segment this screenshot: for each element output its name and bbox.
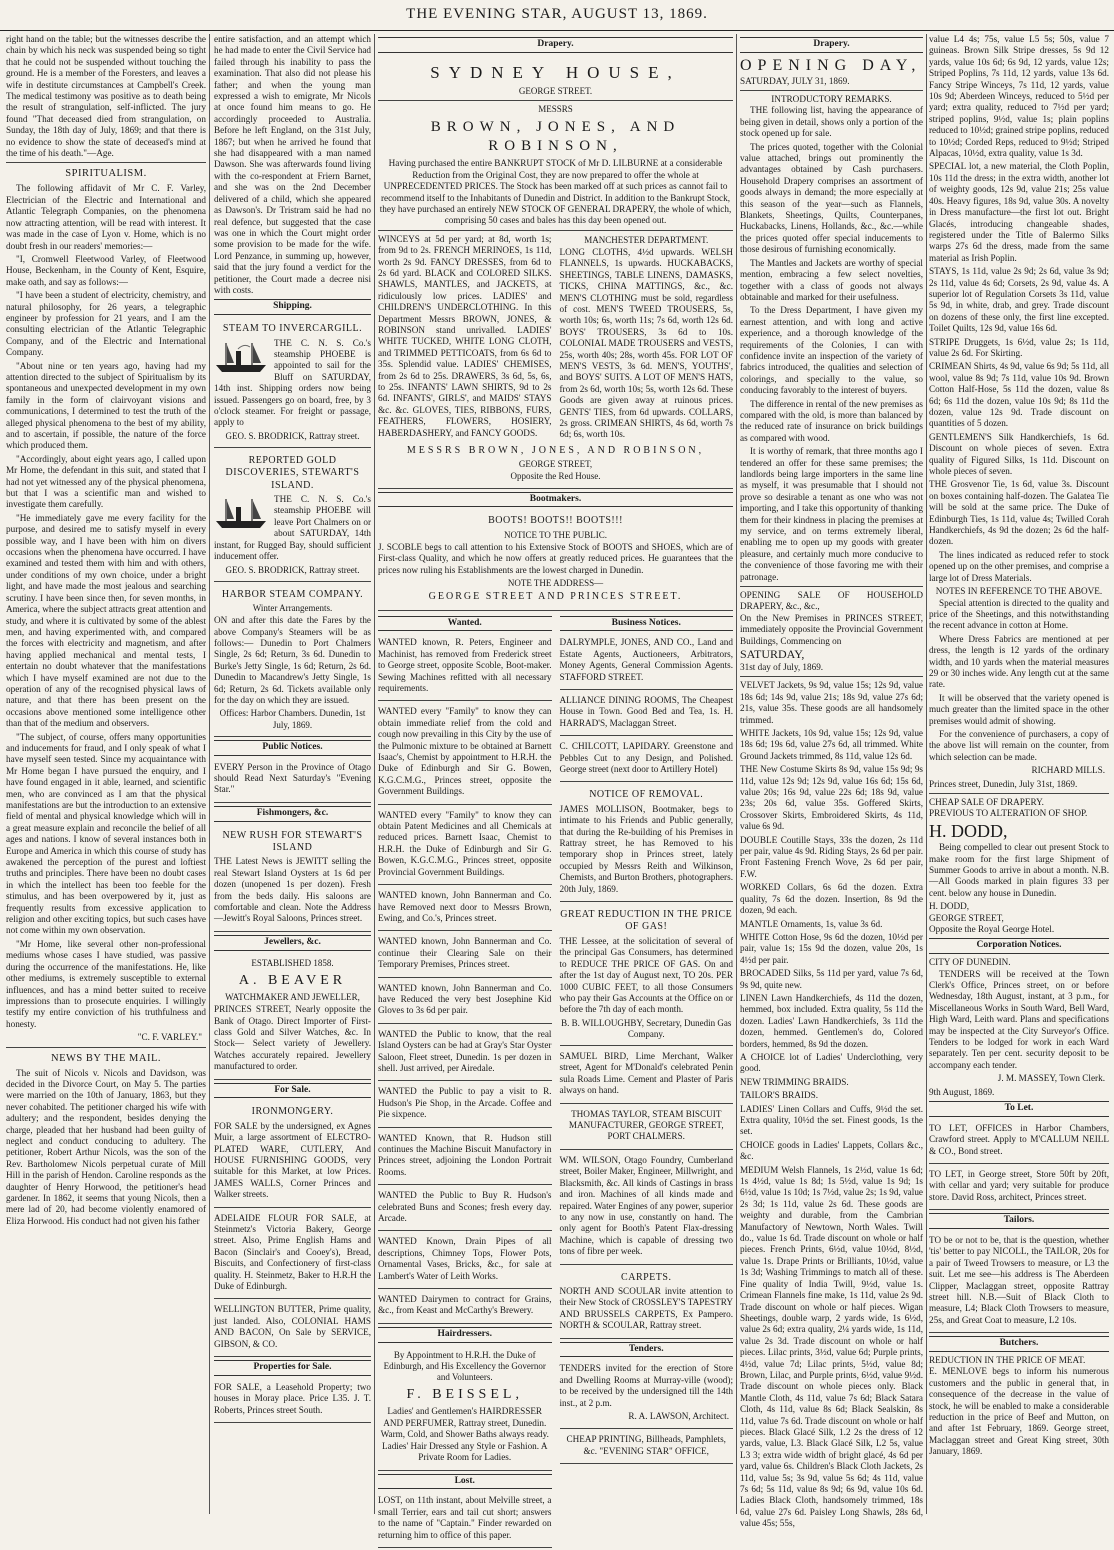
ad-intro: Having purchased the entire BANKRUPT STOCK of Mr D. LILBURNE at a considerable Reduction from the Original Cost, they are now prepared to offer the whole at UNPRECEDENTED PRICES. The Stock has been marked off at such prices as cannot fail to recommend itself to the Inhabitants of Dunedin and District. In addition to the Bankrupt Stock, they have purchased an entirely NEW STOCK OF GENERAL DRAPERY, the whole of which, comprising 50 cases and bales has this day been opened out. bbox=[379, 158, 732, 226]
ad-body: EVERY Person in the Province of Otago should Read Next Saturday's "Evening Star." bbox=[214, 761, 371, 795]
ad-body: WANTED known, R. Peters, Engineer and Machinist, has removed from Frederick street to George street, opposite Scoble, Boot-maker. Sewing Machines refitted with all necessary requirements. bbox=[378, 637, 552, 694]
ad-title: STEAM TO INVERCARGILL. bbox=[222, 323, 363, 335]
price-item: STRIPE Druggets, 1s 6½d, value 2s; 1s 11d, value 2s 6d. For Skirting. bbox=[929, 336, 1109, 358]
ad-headline: OPENING DAY, bbox=[740, 56, 922, 74]
price-item: BROCADED Silks, 5s 11d per yard, value 7s 6d, 9s 9d, quite new. bbox=[740, 968, 923, 990]
ad-body: Ladies' and Gentlemen's HAIRDRESSER AND PERFUMER, Rattray street, Dunedin. Warm, Cold, and Shower Baths always ready. Ladies' Hair Dressed any Style or Fashion. A Private Room for Ladies. bbox=[380, 1406, 549, 1463]
price-item: MEDIUM Welsh Flannels, 1s 2½d, value 1s 6d; 1s 4½d, value 1s 8d; 1s 5½d, value 1s 9d; 1s 6½d, value 1s 10d; 1s 7½d, value 2s; 1s 9d, value 2s 3d; 1s 11d, value 2s 6d. These goods are weighty and durable, from the Cambrian Manufactory of Newtown, North Wales. Twill do., value 1s 6d. Trade discount on whole or half pieces. French Prints, 6½d, value 10½d, 8½d, value 1s. Drape Prints or Brilliants, 10½d, value 1s 3d; Washing Trimmings to match all of these. Fine quality of India Twill, 9½d, value 1s. Crimean Flannels fine make, 1s 11d, value 2s 9d. Trade discount on whole or half pieces. Wigan Sheetings, double warp, 2 yards wide, 1s 6½d, value 2s 6d; extra quality, 2¼ yards wide, 1s 11d, value 2s 3d. Trade discount on whole or half pieces. Lilac prints, 3½d, value 6d; Purple prints, 4½d, value 7d; Lilac prints, 5½d, value 8d; Brown, Lilac, and Purple prints, 6½d, value 9½d. Trade discount on whole pieces only. Black Mantle Cloth, 4s 11d, value 7s 6d; Black Satara Cloth, 4s 11d, value 8s 6d; Black Sealskin, 8s 11d, value 7s 6d. Trade discount on whole or half pieces. Black Glacé Silk, 1.2 2s the dress of 12 yards, value, L3. Black Glacé Silk, L2 5s, value L3 3; extra wide width of bright glacé, 4s 6d per yard, value 6s. Children's Black Cloth Jackets, 2s 11d, value 5s; 3s 9d, value 5s 6d; 4s 11d, value 7s 6d; 5s 11d, value 8s 9d; 6s 9d, value 10s 6d. Ladies Black Cloth, handsomely trimmed, 18s 6d, value 27s 6d. Paisley Long Shawls, 28s 6d, value 45s; 55s, bbox=[740, 1164, 923, 1529]
department-title: MANCHESTER DEPARTMENT. bbox=[584, 234, 709, 245]
ad-headline: SYDNEY HOUSE, bbox=[430, 62, 681, 82]
ad-trade: WATCHMAKER AND JEWELLER, bbox=[225, 992, 360, 1003]
ad-body: NORTH AND SCOULAR invite attention to their New Stock of CROSSLEY'S TAPESTRY AND BRUSSELS CARPETS, Ex Pampero. NORTH & SCOULAR, Rattray street. bbox=[559, 1285, 733, 1331]
business-ad bbox=[560, 1267, 734, 1339]
ad-paragraph: Special attention is directed to the quality and price of the Sheetings, and this notwithstanding the recent advance in cotton at Home. bbox=[929, 597, 1109, 631]
section-header-bootmakers: Bootmakers. bbox=[378, 492, 733, 508]
divider bbox=[740, 586, 923, 587]
ad-title: GREAT REDUCTION IN THE PRICE OF GAS! bbox=[560, 909, 733, 933]
price-item: THE New Costume Skirts 8s 9d, value 15s 9d; 9s 11d, value 12s 9d; 12s 9d, value 16s 6d; 15s 6d, value 20s; 16s 9d, value 22s 6d; 18s 9d, value 23s; 20s 6d, value 35s. Goffered Skirts, Crossover Skirts, Embroidered Skirts, 4s 11d, value 6s 9d. bbox=[740, 764, 923, 832]
price-item: DOUBLE Coutille Stays, 33s the dozen, 2s 11d per pair, value 4s 9d. Riding Stays, 2s 6d per pair. Front Fastening French Wove, 2s 6d per pair, F.W. bbox=[740, 834, 923, 879]
ad-signature: Offices: Harbor Chambers. Dunedin, 1st July, 1869. bbox=[219, 708, 366, 730]
ad-body: WANTED the Public to Buy R. Hudson's celebrated Buns and Scones; fresh every day. Arcade. bbox=[378, 1190, 552, 1224]
ad-body: ADELAIDE FLOUR FOR SALE, at Steinmetz's Victoria Bakery, George street. Also, Prime English Hams and Bacon (Sinclair's and Cooey's), Bread, Biscuits, and Confectionery of first-class quality. H. Steinmetz, Baker to H.R.H the Duke of Edinburgh. bbox=[214, 1212, 371, 1292]
advertisement-sydney-house bbox=[378, 56, 733, 489]
advertisement bbox=[214, 954, 371, 1080]
section-header-wanted: Wanted. bbox=[378, 616, 552, 632]
ad-title: HARBOR STEAM COMPANY. bbox=[221, 588, 364, 600]
advertisement bbox=[214, 318, 371, 448]
advertisement bbox=[929, 1120, 1109, 1164]
business-column bbox=[560, 613, 734, 1550]
section-header-for-sale: For Sale. bbox=[214, 1083, 371, 1099]
ad-paragraph: The lines indicated as reduced refer to stock opened up on the other premises, and comprise a large lot of Dress Materials. bbox=[929, 549, 1109, 583]
price-item: TAILOR'S BRAIDS. bbox=[740, 1090, 818, 1101]
price-item: A CHOICE lot of Ladies' Underclothing, very good. bbox=[740, 1051, 923, 1074]
ad-body: FOR SALE, a Leasehold Property; two houses in Moray place. Price L35. J. T. Roberts, Princes street South. bbox=[214, 1381, 371, 1415]
price-item: VELVET Jackets, 9s 9d, value 15s; 12s 9d, value 18s 6d; 14s 9d, value 21s; 18s 9d, value 27s 6d; 21s, value 35s. These goods are all handsomely trimmed. bbox=[740, 680, 923, 725]
section-header-business: Business Notices. bbox=[560, 616, 734, 632]
advertisement bbox=[929, 1166, 1109, 1210]
column-2 bbox=[214, 34, 371, 1514]
business-ad bbox=[560, 634, 734, 690]
price-item: MANTLE Ornaments, 1s, value 3s 6d. bbox=[740, 918, 883, 929]
article-paragraph: "Accordingly, about eight years ago, I called upon Mr Home, the defendant in this suit, and stated that I had not yet witnessed any of the physical phenomena, but that I was a scientific man and wished to investigate them carefully. bbox=[6, 453, 206, 510]
ad-date: SATURDAY, JULY 31, 1869. bbox=[740, 75, 850, 86]
business-ad bbox=[560, 904, 734, 1046]
ad-body: WANTED every "Family" to know they can obtain immediate relief from the cold and cough now prevailing in this City by the use of the Pulmonic mixture to be obtained at Barnett Isaac's, Chemist by appointment to H.R.H. the Duke of Edinburgh and Sir G. Bowen, K.G.C.M.G., Princes street, opposite the Government Buildings. bbox=[378, 706, 552, 797]
ad-body: WANTED the Public to know, that the real Island Oysters can be had at Gray's Star Oyster Saloon, Fleet street, Dunedin. 1s per dozen in shell. Just arrived, per Airedale. bbox=[378, 1028, 552, 1073]
ad-paragraph: It will be observed that the variety opened is much greater than the limited space in the other premises would admit of showing. bbox=[929, 692, 1109, 726]
ad-paragraph: The Mantles and Jackets are worthy of special mention, embracing a few select novelties, together with a class of goods not always obtainable and marked for their usefulness. bbox=[740, 257, 923, 302]
price-item: THE Grosvenor Tie, 1s 6d, value 3s. Discount on boxes containing half-dozen. The Galatea Tie will be sold at the same price. The Duke of Edinburgh Ties, 1s 11d, value 4s; Twilled Corah Handkerchiefs, 4s 9d the dozen; 2s 6d the half-dozen. bbox=[929, 479, 1109, 547]
price-item: WORKED Collars, 6s 6d the dozen. Extra quality, 7s 6d the dozen. Insertion, 8s 9d the dozen, 9d each. bbox=[740, 882, 923, 916]
column-rule bbox=[736, 34, 737, 1514]
article-paragraph: "The subject, of course, offers many opportunities and inducements for fraud, and I only speak of what I have myself seen tested. Since my acquaintance with Mr Home began I have pursued the enquiry, and I have found engaged in it able, learned, and scientific men, who are convinced as I am that the physical manifestations are but the introduction to an extensive field of mental and physical knowledge which will in a great measure explain and reconcile the belief of all ages and nations. I know of several instances both in Europe and America in which this course of study has awakened the perception of the purest and loftiest truths and principles. There have been no doubt cases in which the intellect has been too feeble for the stimulus, and has been overpowered by it, just as frequently results from excessive application to religion and other exciting topics, but such cases have not come within my own observation. bbox=[6, 731, 206, 936]
article-paragraph: "Mr Home, like several other non-professional mediums whose cases I have studied, was passive during the occurrence of the manifestations. He, like other mediums, is extremely susceptible to external influences, and has a mind better suited to receive impressions than to prosecute enquiries. I willingly testify my entire conviction of his truthfulness and honesty. bbox=[6, 938, 206, 1029]
article-continuation: right hand on the table; but the witnesses describe the chain by which his neck was suspended being so tight that he could not be suspended without touching the ground. He is a member of the Foresters, and leaves a wife in destitute circumstances at Campbell's Creek. The medical testimony was positive as to death being the result of strangulation, self-inflicted. The jury found "That deceased died from strangulation, on Sunday, the 18th day of July, 1869; and that there is no evidence to show the state of deceased's mind at the time of his death."—Age. bbox=[6, 34, 206, 159]
ad-name: A. BEAVER bbox=[238, 972, 347, 988]
ad-signature: B. B. WILLOUGHBY, Secretary, Dunedin Gas Company. bbox=[561, 1017, 732, 1039]
ad-title: REDUCTION IN THE PRICE OF MEAT. bbox=[929, 1355, 1086, 1365]
ad-signature-street: GEORGE STREET, bbox=[929, 912, 1004, 923]
divider bbox=[740, 676, 923, 677]
ad-subheading: INTRODUCTORY REMARKS. bbox=[771, 94, 892, 104]
ad-body: THE C. N. S. Co.'s steamship PHOEBE is appointed to sail for the Bluff on SATURDAY, 14th inst. Shipping orders now being issued. Passengers go on board, free, by 3 o'clock steamer. For freight or passage, apply to bbox=[214, 337, 371, 428]
sale-date: 31st day of July, 1869. bbox=[740, 661, 824, 672]
business-ad bbox=[560, 1048, 734, 1104]
section-header-hairdressers: Hairdressers. bbox=[378, 1327, 552, 1343]
ad-body: THE C. N. S. Co.'s steamship PHOEBE will leave Port Chalmers on or about SATURDAY, 14th instant, for Rugged Bay, should sufficient inducement offer. bbox=[214, 494, 371, 562]
ad-signature-location: Opposite the Royal George Hotel. bbox=[929, 923, 1055, 934]
business-ad bbox=[560, 1106, 734, 1150]
ad-paragraph: The prices quoted, together with the Colonial value attached, brings out prominently the advantages obtained by Cash purchasers. Household Drapery comprises an assortment of goods always in demand; the more especially at this season of the year—such as Flannels, Blankets, Sheetings, Quilts, Counterpanes, Huckabacks, Linens, Hollands, &c., &c.—while the prices quoted offer special inducements to those desirous of furnishing economically. bbox=[740, 141, 923, 255]
section-header-shipping: Shipping. bbox=[214, 299, 371, 315]
masthead bbox=[0, 0, 1114, 31]
price-item: CRIMEAN Shirts, 4s 9d, value 6s 9d; 5s 11d, all wool, value 8s 9d; 7s 11d, value 10s 9d. Brown Cotton Half-Hose, 5s 11d the dozen, value 8s 6d; 6s 11d the dozen, value 10s 9d; 8s 11d the dozen, value 12s 9d. Trade discount on quantities of 5 dozen. bbox=[929, 361, 1109, 429]
ad-body: JAMES MOLLISON, Bootmaker, begs to intimate to his Friends and Public generally, that during the Re-building of his Premises in Rattray street, he has Removed to his temporary shop in Princes street, lately occupied by Messrs Reith and Wilkinson, Chemists, and Burton Brothers, photographers. 20th July, 1869. bbox=[559, 803, 733, 894]
wanted-ad bbox=[378, 634, 552, 701]
article-paragraph: "I have been a student of electricity, chemistry, and natural philosophy, for 26 years, a telegraphic engineer by profession for 21 years, and I am the consulting electrician of the Atlantic Telegraphic Company, and of the Electric and International Company. bbox=[6, 290, 206, 358]
ad-body: TO LET, in George street, Store 50ft by 20ft, with cellar and yard; very suitable for produce store. David Ross, architect, Princes street. bbox=[929, 1169, 1109, 1202]
ad-body: FOR SALE by the undersigned, ex Agnes Muir, a large assortment of ELECTRO-PLATED WARE, CUTLERY, And HOUSE FURNISHING GOODS, very suitable for this Market, at low Prices. JAMES WALLS, Corner Princes and Walker streets. bbox=[214, 1120, 371, 1200]
advertisement bbox=[378, 510, 733, 610]
ad-body: PRINCES STREET, Nearly opposite the Bank of Otago. Direct Importer of First-class Gold and Silver Watches, &c. In Stock— Select variety of Jewellery. Watches accurately repaired. Jewellery manufactured to order. bbox=[214, 1004, 371, 1072]
wanted-ad bbox=[378, 1026, 552, 1082]
wanted-ad bbox=[378, 887, 552, 931]
newspaper-title: THE EVENING STAR, AUGUST 13, 1869. bbox=[406, 6, 708, 22]
wanted-ad bbox=[378, 1130, 552, 1186]
ad-body: WM. WILSON, Otago Foundry, Cumberland street, Boiler Maker, Engineer, Millwright, and Blacksmith, &c. All kinds of Castings in brass and iron. Machines of all kinds made and repaired. Water Engines of any power, superior to any now in use, constantly on hand. The only agent for Booth's Patent Flax-dressing Machine, which is capable of dressing two tons of fibre per week. bbox=[559, 1154, 733, 1257]
article-paragraph: "He immediately gave me every facility for the purpose, and desired me to satisfy myself in every possible way, and I have been with him on divers occasions when the phenomena have occurred. I have examined and tested them with him and with others, under conditions of my own choice, under a bright light, and have made the most jealous and searching scrutiny. I have been since then, for seven months, in America, where the subject attracts great attention and study, and where it is cultivated by some of the ablest men, and having experimented with, and compared the forces with electricity and magnetism, and after having applied mechanical and mental tests, I entertain no doubt whatever that the manifestations which I have myself examined are not due to the operation of any of the recognised physical laws of nature, and that there has been present on the occasions above mentioned some intelligence other than that of the medium and observers. bbox=[6, 512, 206, 729]
ad-two-columns bbox=[378, 234, 733, 443]
price-item: WHITE Jackets, 10s 9d, value 15s; 12s 9d, value 18s 6d; 19s 6d, value 27s 6d, all trimmed. White Ground Jackets trimmed, 8s 11d, value 12s 6d. bbox=[740, 728, 923, 761]
price-item: LINEN Lawn Handkerchiefs, 4s 11d the dozen, hemmed, box included. Extra quality, 5s 11d the dozen. Ladies' Lawn Handkerchiefs, 3s 11d the dozen, hemmed. Gentlemen's do, Colored borders, hemmed, 8s 9d the dozen. bbox=[740, 992, 923, 1049]
ad-body: WANTED known, John Bannerman and Co. have Removed next door to Messrs Brown, Ewing, and Co.'s, Princes street. bbox=[378, 890, 552, 923]
ad-title: NEW RUSH FOR STEWART'S ISLAND bbox=[222, 829, 363, 853]
wanted-ad bbox=[378, 1083, 552, 1127]
ad-established: ESTABLISHED 1858. bbox=[251, 957, 334, 968]
price-item: value L4 4s; 75s, value L5 5s; 50s, value 7 guineas. Brown Silk Stripe dresses, 5s 9d 12 yards, value 10s 6d; 6s 9d, 12 yards, value 12s; Striped Poplins, 7s 11d, 12 yards, value 13s 6d. Fancy Stripe Winceys, 7s 11d, 12 yards, value 10s 9d; Aberdeen Winceys, reduced to 5½d per yard; extra quality, reduced to 7½d per yard; striped poplins, 9½d, value 1s; plain poplins reduced to 10½d; grained stripe poplins, reduced to 10½d; Corded Reps, reduced to 9½d; Striped Alpacas, 10½d, extra quality, value 1s 3d. bbox=[929, 34, 1109, 159]
article-paragraph: The suit of Nicols v. Nicols and Davidson, was decided in the Divorce Court, on May 5. The parties were married on the 10th of January, 1863, but they never cohabited. The petitioner charged his wife with adultery; and the respondent, besides denying the charge, pleaded that her husband had been guilty of neglect and conduct conducing to adultery. The petitioner, Robert Arthur Nicols, was the son of the Rev. Bartholomew Nicols perpetual curate of Mill Hill in the parish of Hendon. Caroline responds as the daughter of Henry Horwood, the petitioner's head gardener. In 1862, it seems that young Nicols, then a mere lad of 20, had become violently enamored of Eliza Horwood. His conduct had not given his father bbox=[6, 1067, 206, 1226]
divider bbox=[6, 1047, 206, 1048]
ad-signature: H. DODD, bbox=[929, 901, 970, 912]
ad-footer-street: GEORGE STREET, bbox=[518, 459, 593, 470]
section-header-drapery: Drapery. bbox=[378, 37, 733, 53]
advertisement bbox=[214, 584, 371, 737]
wanted-ad bbox=[378, 980, 552, 1024]
ad-body: WANTED the Public to pay a visit to R. Hudson's Pie Shop, in the Arcade. Coffee and Pie sixpence. bbox=[378, 1086, 552, 1120]
wanted-ad bbox=[378, 1233, 552, 1289]
article-paragraph: The following affidavit of Mr C. F. Varley, Electrician of the Electric and International and Atlantic Telegraph Companies, on the phenomena now attracting attention, will be read with interest. It was made in the case of Lyon v. Home, which is no doubt fresh in our readers' memories:— bbox=[6, 183, 206, 251]
ad-body: WANTED known, John Bannerman and Co. continue their Clearing Sale on their Temporary Premises, Princes street. bbox=[378, 936, 552, 970]
article-heading-news: NEWS BY THE MAIL. bbox=[51, 1052, 161, 1064]
two-column-section bbox=[378, 613, 733, 1550]
price-item: WHITE Cotton Hose, 9s 6d the dozen, 10½d per pair, value 1s; 15s 9d the dozen, value 20s, 1s 4½d per pair. bbox=[740, 931, 923, 965]
ad-body: WANTED Known, Drain Pipes of all descriptions, Chimney Tops, Flower Pots, Ornamental Vases, Bricks, &c., for sale at Lambert's Water of Leith Works. bbox=[378, 1236, 552, 1281]
advertisement bbox=[214, 1101, 371, 1207]
price-item: GENTLEMEN'S Silk Handkerchiefs, 1s 6d. Discount on whole pieces of seven. Extra quality of Figured Silks, 1s 11d. Discount on whole pieces of seven. bbox=[929, 431, 1109, 477]
ad-body: THE Latest News is JEWITT selling the real Stewart Island Oysters at 1s 6d per dozen (unopened 1s per dozen). Fresh from the beds daily. His saloons are comfortable and clean. Note the Address—Jewitt's Royal Saloons, Princes street. bbox=[214, 856, 371, 924]
ad-body: C. CHILCOTT, LAPIDARY. Greenstone and Pebbles Cut to any Design, and Polished. George street (next door to Artillery Hotel) bbox=[559, 741, 733, 775]
ad-subtitle: PREVIOUS TO ALTERATION OF SHOP. bbox=[929, 808, 1088, 819]
price-item: SPECIAL lot, a new material, the Cloth Poplin, 10s 11d the dress; in the extra width, another lot of weighty goods, 12s 9d, value 21s; 25s value 40s. Heavy figures, 18s 9d, value 30s. A novelty in Dress manufacture—the first lot out. Bright Glacés, introducing changeable shades, registered under the Title of Balermo Silks warps 27s 6d the dress, made from the same material as Irish Poplin. bbox=[929, 161, 1109, 263]
ad-name: F. BEISSEL, bbox=[406, 1387, 523, 1403]
price-item: CHOICE goods in Ladies' Lappets, Collars &c., &c. bbox=[740, 1139, 923, 1162]
steamship-icon bbox=[214, 495, 270, 531]
article-paragraph: "About nine or ten years ago, having had my attention directed to the subject of Spiritualism by its spontaneous and unexpected development in my own family in the form of clairvoyant visions and communications, I determined to test the truth of the alleged physical phenomena to the best of my ability, and to ascertain, if possible, the nature of the force which produced them. bbox=[6, 360, 206, 451]
ad-firm-name: BROWN, JONES, AND ROBINSON, bbox=[430, 119, 681, 154]
ad-signature: RICHARD MILLS. bbox=[1031, 765, 1105, 776]
sale-title: OPENING SALE OF HOUSEHOLD DRAPERY, &c., &c., bbox=[740, 590, 923, 612]
section-header-properties: Properties for Sale. bbox=[214, 1360, 371, 1376]
divider bbox=[6, 162, 206, 163]
advertisement bbox=[378, 1346, 552, 1471]
ad-paragraph: THE following list, having the appearance of being given in detail, shows only a portion of the stock opened up for sale. bbox=[740, 105, 923, 139]
ad-paragraph: The difference in rental of the new premises as compared with the old, is more than balanced by the reduced rate of insurance on brick buildings as compared with wood. bbox=[740, 398, 923, 443]
ad-notice: NOTICE TO THE PUBLIC. bbox=[503, 529, 607, 540]
advertisement bbox=[929, 1232, 1109, 1333]
business-ad bbox=[560, 1152, 734, 1265]
ad-body: TO LET, OFFICES in Harbor Chambers, Crawford street. Apply to M'CALLUM NEILL & CO., Bond street. bbox=[929, 1122, 1109, 1156]
ad-body: DALRYMPLE, JONES, AND CO., Land and Estate Agents, Auctioneers, Arbitrators, Money Agents, General Commission Agents. STAFFORD STREET. bbox=[559, 637, 733, 682]
article-continuation: entire satisfaction, and an attempt which he had made to enter the Civil Service had failed through his inability to pass the examination. That also did not please his father; and when the young man expressed a wish to emigrate, Mr Nicols at once found him means to go. He accordingly proceeded to Australia. Before he left England, on the 31st July, 1867; but when he arrived he found that she had disappeared with a man named Dawson. She was afterwards found living with the co-respondent at Friern Barnet, and she was on the 2nd December delivered of a child, which she appeared as Dawson's. Dr Tristram said he had no real defence, but suggested that the case was one in which the Court might order some provision to be made for the wife. Lord Penzance, in summing up, however, said that the jury found a verdict for the petitioner, the Court made a decree nisi with costs. bbox=[214, 34, 371, 295]
ad-right-list bbox=[560, 234, 734, 443]
signature: "C. F. VARLEY." bbox=[137, 1032, 202, 1043]
advertisement bbox=[214, 1210, 371, 1300]
column-1 bbox=[6, 34, 206, 1514]
wanted-ad bbox=[378, 1291, 552, 1324]
section-header-fishmongers: Fishmongers, &c. bbox=[214, 806, 371, 822]
price-list: LONG CLOTHS, 4½d upwards. WELSH FLANNELS, 1s upwards. HUCKABACKS, SHEETINGS, TABLE LINENS, DAMASKS, TICKS, CHINA MATTINGS, &c., &c. MEN'S CLOTHING must be sold, regardless of cost. MEN'S TWEED TROUSERS, 5s, worth 10s; 6s, worth 11s; 7s 6d, worth 12s 6d. BOYS' TROUSERS, 3s 6d to 10s. COLONIAL MADE TROUSERS and VESTS, 25s, worth 40s; 28s, worth 45s. FOR LOT OF MEN'S VESTS, 3s 6d. MEN'S, YOUTHS', and BOYS' SUITS. A LOT OF MEN'S HATS, from 2s 6d, worth 10s; 5s, worth 12s 6d. These Goods are given away at ruinous prices. GENTS' TIES, from 6d upwards. COLLARS, 2s gross. CRIMEAN SHIRTS, 4s 6d, worth 7s 6d; 6s, worth 10s. bbox=[559, 246, 733, 440]
ad-body: CHEAP PRINTING, Billheads, Pamphlets, &c. "EVENING STAR" OFFICE, bbox=[566, 1434, 726, 1456]
section-header-corporation: Corporation Notices. bbox=[929, 938, 1109, 954]
advertisement bbox=[214, 825, 371, 932]
divider bbox=[929, 793, 1109, 794]
column-rule bbox=[374, 34, 375, 1514]
ad-name: H. DODD, bbox=[929, 820, 1008, 841]
column-4 bbox=[740, 34, 923, 1529]
ad-body: TENDERS will be received at the Town Clerk's Office, Princes street, on or before Wednesday, 18th August, instant, at 3 p.m., for Miscellaneous Works in South Ward, Bell Ward, High Ward, Leith ward. Plans and specifications may be inspected at the City Surveyor's Office. Tenders to be lodged for work in each Ward separately. Ten per cent. security deposit to be accompany each tender. bbox=[929, 968, 1109, 1070]
section-header-lost: Lost. bbox=[378, 1474, 552, 1490]
ad-body: WANTED known, John Bannerman and Co. have Reduced the very best Josephine Kid Gloves to 3s 6d per pair. bbox=[378, 982, 552, 1016]
ad-body: WANTED Dairymen to contract for Grains, &c., from Keast and McCarthy's Brewery. bbox=[378, 1294, 552, 1316]
ad-body: THE Lessee, at the solicitation of several of the principal Gas Consumers, has determined to REDUCE THE PRICE OF GAS. On and after the 1st day of August next, TO 20s. PER 1000 CUBIC FEET, to all those Consumers who pay their Gas Accounts at the Office on or before the 7th day of each month. bbox=[559, 935, 733, 1015]
ad-left-list bbox=[378, 234, 552, 443]
ad-body: ALLIANCE DINING ROOMS, The Cheapest House in Town. Good Bed and Tea, 1s. H. HARRAD'S, Maclaggan Street. bbox=[559, 695, 733, 728]
section-header-to-let: To Let. bbox=[929, 1101, 1109, 1117]
ad-body: ON and after this date the Fares by the above Company's Steamers will be as follows:— Dunedin to Port Chalmers Single, 2s 6d; Return, 3s 6d. Dunedin to Burke's Jetty Single, 1s 6d; Return, 2s 6d. Dunedin to Macandrew's Jetty Single, 1s 6d; Return, 2s 6d. Tickets available only for the day on which they are issued. bbox=[214, 615, 371, 706]
ad-footer-firm: MESSRS BROWN, JONES, AND ROBINSON, bbox=[406, 444, 705, 456]
advertisement bbox=[214, 759, 371, 803]
ad-body: TENDERS invited for the erection of Store and Dwelling Rooms at Murray-ville (wood); to be received by the undersigned till the 14th inst., at 2 p.m. bbox=[559, 1363, 733, 1408]
section-header-jewellers: Jewellers, &c. bbox=[214, 935, 371, 951]
ad-title: IRONMONGERY. bbox=[251, 1106, 334, 1118]
ad-paragraph: To the Dress Department, I have given my earnest attention, and with long and active experience, and a thorough knowledge of the requirements of the Colonies, I can with confidence invite an inspection of the variety of fabrics introduced, the qualities and selection of colorings, and specially to the value, so conducing favorably to the interest of buyers. bbox=[740, 305, 923, 396]
ad-body: SAMUEL BIRD, Lime Merchant, Walker street, Agent for M'Donald's celebrated Penin sula Roads Lime. Cement and Plaster of Paris always on hand. bbox=[559, 1051, 733, 1096]
ad-signature: GEO. S. BRODRICK, Rattray street. bbox=[225, 430, 360, 441]
section-header-tenders: Tenders. bbox=[560, 1342, 734, 1358]
advertisement bbox=[560, 1360, 734, 1429]
advertisement bbox=[378, 1492, 552, 1548]
advertisement bbox=[560, 1431, 734, 1464]
ad-appointment: By Appointment to H.R.H. the Duke of Edinburgh, and His Excellency the Governor and Volunteers. bbox=[383, 1349, 546, 1382]
ad-body: WANTED every "Family" to know they can obtain Patent Medicines and all Chemicals at reduced prices. Barnett Isaac, Chemist to H.R.H. the Duke of Edinburgh and Sir G. Bowen, K.G.C.M.G., Princes street, opposite Provincial Government Buildings. bbox=[378, 809, 552, 877]
wanted-column bbox=[378, 613, 552, 1550]
ad-title: REPORTED GOLD DISCOVERIES, STEWART'S ISLAND. bbox=[225, 454, 360, 491]
ad-footer-location: Opposite the Red House. bbox=[510, 471, 601, 482]
ad-signature: R. A. LAWSON, Architect. bbox=[628, 1410, 729, 1421]
ad-signature: J. M. MASSEY, Town Clerk. bbox=[997, 1073, 1105, 1084]
business-ad bbox=[560, 738, 734, 782]
ad-address: Princes street, Dunedin, July 31st, 1869. bbox=[929, 778, 1078, 789]
sale-day: SATURDAY, bbox=[740, 647, 805, 662]
ad-date: 9th August, 1869. bbox=[929, 1086, 995, 1097]
column-rule bbox=[926, 34, 927, 1514]
ad-body: WANTED Known, that R. Hudson still continues the Machine Biscuit Manufactory in Princes street, adjoining the London Portrait Rooms. bbox=[378, 1132, 552, 1177]
wanted-ad bbox=[378, 1187, 552, 1231]
wanted-ad bbox=[378, 807, 552, 885]
article-paragraph: "I, Cromwell Fleetwood Varley, of Fleetwood House, Beckenham, in the County of Kent, Esquire, make oath, and say as follows:— bbox=[6, 253, 206, 287]
wanted-ad bbox=[378, 703, 552, 804]
ad-body: E. MENLOVE begs to inform his numerous customers and the public in general that, in consequence of the decrease in the value of stock, he will be enabled to make a considerable reduction in the price of Beef and Mutton, on and after 1st February, 1869. George street, Maclaggan street and Great King street, 30th January, 1869. bbox=[929, 1366, 1109, 1457]
column-rule bbox=[209, 34, 210, 1514]
advertisement bbox=[214, 450, 371, 582]
ad-body: TO be or not to be, that is the question, whether 'tis' better to pay NICOLL, the TAILOR, 20s for a pair of Tweed Trowsers to measure, or L3 the suit. Let me see—his address is The Aberdeen Clipper, Maclaggan street, opposite Rattray street hill. N.B.—Suit of Black Cloth to measure, L4; Black Cloth Trowsers to measure, 25s, and Great Coat to measure, L2 10s. bbox=[929, 1234, 1109, 1325]
price-item: NEW TRIMMING BRAIDS. bbox=[740, 1076, 849, 1087]
ad-subtitle: Winter Arrangements. bbox=[252, 603, 333, 614]
ad-title: CITY OF DUNEDIN. bbox=[929, 957, 1011, 968]
notes-title: NOTES IN REFERENCE TO THE ABOVE. bbox=[935, 586, 1103, 597]
ad-title: NOTICE OF REMOVAL. bbox=[589, 789, 704, 801]
business-ad bbox=[560, 692, 734, 736]
ad-paragraph: It is worthy of remark, that three months ago I tendered an offer for these same premises; the landlords being large importers in the same line as myself, it was presumable that I should not prove so desirable a tenant as one who was not importing, and I take this opportunity of thanking them for their kindness in placing the premises at my service, and on terms extremely liberal, enabling me to open up my goods with greater pleasure, and certainly much more conducive to the convenience of those favoring me with their patronage. bbox=[740, 446, 923, 582]
ad-address-label: NOTE THE ADDRESS— bbox=[507, 578, 604, 589]
sale-location: On the New Premises in PRINCES STREET, immediately opposite the Provincial Government Buildings, Commencing on bbox=[740, 612, 923, 646]
ad-body: Being compelled to clear out present Stock to make room for the first large Shipment of Summer Goods to arrive in about a month. N.B.—All Goods marked in plain figures 33 per cent. below any house in Dunedin. bbox=[929, 842, 1109, 898]
divider bbox=[378, 100, 733, 101]
section-header-public-notices: Public Notices. bbox=[214, 740, 371, 756]
price-item: LADIES' Linen Collars and Cuffs, 9½d the set. Extra quality, 10½d the set. Finest goods, 1s the set. bbox=[740, 1103, 923, 1137]
ad-title: CHEAP SALE OF DRAPERY. bbox=[929, 797, 1044, 807]
advertisement bbox=[214, 1301, 371, 1357]
ad-address: GEORGE STREET AND PRINCES STREET. bbox=[428, 591, 683, 603]
ad-body: WELLINGTON BUTTER, Prime quality, just landed. Also, COLONIAL HAMS AND BACON, On Sale by SERVICE, GIBSON, & CO. bbox=[214, 1304, 371, 1349]
ad-street: GEORGE STREET. bbox=[518, 85, 593, 96]
divider bbox=[740, 90, 923, 91]
ad-body: J. SCOBLE begs to call attention to his Extensive Stock of BOOTS and SHOES, which are of First-class Quality, and which he now offers at greatly reduced prices. He guarantees that the prices now ruling his Establishments are the lowest charged in Dunedin. bbox=[378, 541, 733, 575]
section-header-tailors: Tailors. bbox=[929, 1213, 1109, 1229]
column-5 bbox=[929, 34, 1109, 1514]
ad-title: CARPETS. bbox=[621, 1271, 672, 1283]
price-item: STAYS, 1s 11d, value 2s 9d; 2s 6d, value 3s 9d; 2s 11d, value 4s 6d; Corsets, 2s 9d, value 4s. A superior lot of Regulation Corsets 3s 11d, value 5s 9d, in white, drab, and grey. Trade discount on dozens of these only, the first line excepted. Toilet Quilts, 12s 9d, value 16s 6d. bbox=[929, 266, 1109, 334]
ad-body: LOST, on 11th instant, about Melville street, a small Terrier, ears and tail cut short; answers to the name of "Captain." Finder rewarded on returning him to office of this paper. bbox=[378, 1495, 552, 1540]
ad-paragraph: For the convenience of purchasers, a copy of the above list will remain on the counter, from which selection can be made. bbox=[929, 728, 1109, 762]
price-list: WINCEYS at 5d per yard; at 8d, worth 1s; from 9d to 2s. FRENCH MERINOES, 1s 11d, worth 2s 9d. FANCY DRESSES, from 6d to 2s 6d yard. BLACK and COLORED SILKS. SHAWLS, MANTLES, and JACKETS, at ridiculously low prices. LADIES' and CHILDREN'S UNDERCLOTHING. In this Department Messrs BROWN, JONES, & ROBINSON stand unrivalled. LADIES' WHITE TUCKED, WHITE LONG CLOTH, and TRIMMED PETTICOATS, from 6s 6d to 35s. Splendid value. LADIES' CHEMISES, from 2s 6d to 25s. DRAWERS, 3s 6d, 5s, 6s, to 25s. INFANTS' LAWN SHIRTS, 9d to 2s 6d. INFANTS', GIRLS', and MAIDS' STAYS &c. &c. GLOVES, TIES, RIBBONS, FURS, FEATHERS, FLOWERS, HOSIERY, HABERDASHERY, and FANCY GOODS. bbox=[378, 233, 552, 438]
wanted-ad bbox=[378, 933, 552, 977]
article-heading-spiritualism: SPIRITUALISM. bbox=[65, 168, 147, 180]
ad-signature: GEO. S. BRODRICK, Rattray street. bbox=[225, 564, 360, 575]
ad-messrs: MESSRS bbox=[538, 104, 573, 114]
business-ad bbox=[560, 784, 734, 902]
ad-body: THOMAS TAYLOR, STEAM BISCUIT MANUFACTURER, GEORGE STREET, PORT CHALMERS. bbox=[568, 1108, 724, 1142]
advertisement bbox=[214, 1379, 371, 1423]
section-header-butchers: Butchers. bbox=[929, 1336, 1109, 1352]
column-3 bbox=[378, 34, 733, 1540]
steamship-icon bbox=[214, 339, 270, 375]
divider bbox=[378, 230, 733, 231]
ad-paragraph: Where Dress Fabrics are mentioned at per dress, the length is 12 yards of the ordinary width, and 10 yards when the material measures 29 or 30 inches wide. Any length cut at the same rate. bbox=[929, 633, 1109, 690]
section-header-drapery: Drapery. bbox=[740, 37, 923, 53]
ad-boots: BOOTS! BOOTS!! BOOTS!!! bbox=[488, 515, 623, 527]
